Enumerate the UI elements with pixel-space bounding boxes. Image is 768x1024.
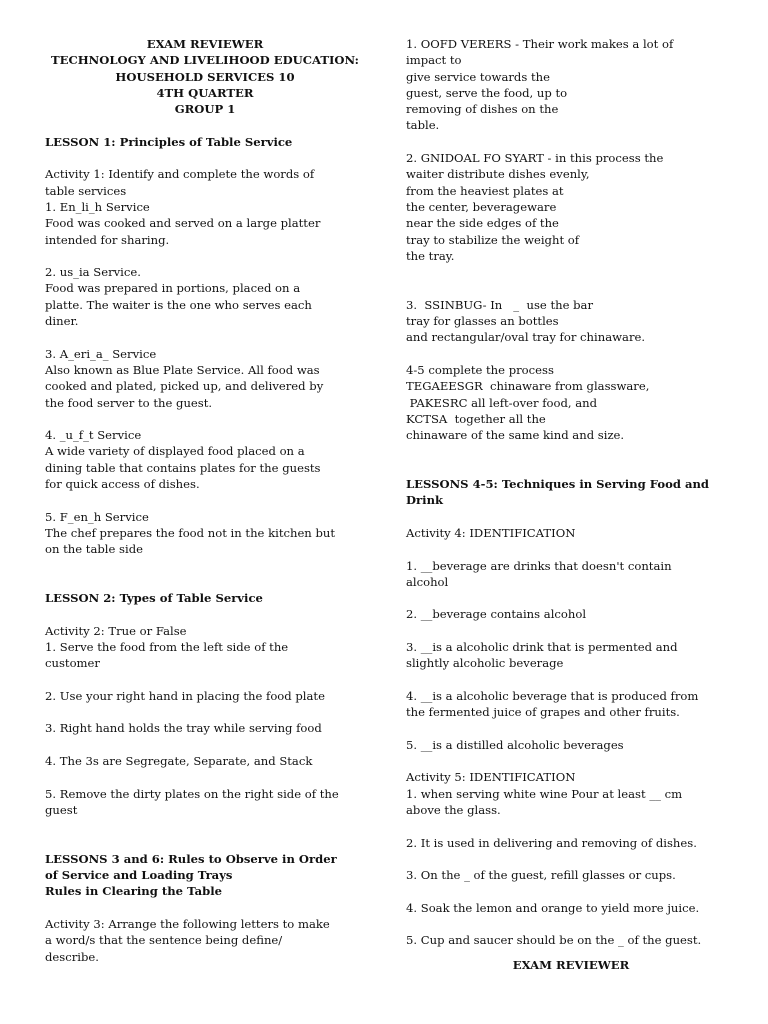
item-title: 1. En_li_h Service	[45, 199, 150, 214]
item-text: near the side edges of the	[406, 216, 559, 231]
lesson45-heading: Drink	[406, 493, 444, 508]
doc-title: EXAM REVIEWER	[146, 37, 264, 51]
item-text: guest, serve the food, up to	[406, 85, 568, 100]
lesson1-item	[45, 509, 365, 558]
act5-item	[406, 786, 736, 819]
lesson3-heading: Rules in Clearing the Table	[45, 884, 222, 899]
item-text: guest	[45, 802, 78, 817]
doc-group: GROUP 1	[174, 102, 236, 117]
lesson1-item	[45, 264, 365, 329]
item-text: from the heaviest plates at	[406, 183, 564, 198]
item-text: KCTSA together all the	[406, 411, 546, 426]
act4-item	[406, 639, 736, 672]
act3-item	[406, 36, 736, 134]
item-title: 5. F_en_h Service	[45, 509, 149, 524]
item-text: chinaware of the same kind and size.	[406, 428, 625, 443]
act3-item	[406, 150, 736, 264]
lesson1-item	[45, 427, 365, 492]
item-text: cooked and plated, picked up, and delivered by	[45, 379, 324, 394]
item-text: removing of dishes on the	[406, 102, 559, 117]
activity4-line: Activity 4: IDENTIFICATION	[406, 525, 576, 540]
activity1-line: table services	[45, 183, 127, 198]
tf-item	[45, 639, 365, 672]
lesson1-item	[45, 199, 365, 248]
item-text: 1. OOFD VERERS - Their work makes a lot of	[406, 37, 674, 51]
act3-item	[406, 362, 736, 443]
activity3-line: describe.	[45, 949, 99, 964]
lesson3-heading: LESSONS 3 and 6: Rules to Observe in Order	[45, 851, 337, 866]
act5-item: 2. It is used in delivering and removing of dishes.	[406, 835, 697, 850]
item-text: A wide variety of displayed food placed on a	[45, 444, 305, 459]
lesson1-heading: LESSON 1: Principles of Table Service	[45, 134, 293, 149]
doc-subject: TECHNOLOGY AND LIVELIHOOD EDUCATION:	[51, 53, 359, 68]
activity2-line: Activity 2: True or False	[45, 623, 187, 638]
act5-item: 4. Soak the lemon and orange to yield more juice.	[406, 900, 700, 915]
item-text: Also known as Blue Plate Service. All food was	[45, 362, 320, 377]
item-text: for quick access of dishes.	[45, 477, 200, 492]
item-text: 3. __is a alcoholic drink that is permented and	[406, 639, 678, 654]
item-text: on the table side	[45, 542, 143, 557]
left-column	[45, 36, 365, 965]
item-text: give service towards the	[406, 69, 550, 84]
item-title: 3. A_eri_a_ Service	[45, 346, 157, 361]
item-text: platte. The waiter is the one who serves each	[45, 297, 312, 312]
item-text: tray to stabilize the weight of	[406, 232, 580, 247]
item-title: 4. _u_f_t Service	[45, 428, 142, 443]
item-text: 2. GNIDOAL FO SYART - in this process the	[406, 151, 664, 166]
right-column	[406, 36, 736, 973]
item-text: impact to	[406, 53, 462, 68]
item-text: 1. when serving white wine Pour at least __ cm	[406, 786, 683, 801]
item-text: dining table that contains plates for the guests	[45, 460, 321, 475]
item-text: the center, beverageware	[406, 199, 557, 214]
item-text: waiter distribute dishes evenly,	[406, 167, 590, 182]
item-text: 4. __is a alcoholic beverage that is produced from	[406, 688, 699, 703]
item-text: Food was cooked and served on a large platter	[45, 216, 321, 231]
item-text: The chef prepares the food not in the kitchen but	[45, 525, 336, 540]
act4-item	[406, 688, 736, 721]
item-text: 1. Serve the food from the left side of the	[45, 639, 289, 654]
item-text: table.	[406, 118, 440, 133]
footer-title: EXAM REVIEWER	[512, 957, 630, 972]
tf-item: 2. Use your right hand in placing the food plate	[45, 688, 325, 703]
item-text: 3. SSINBUG- In _ use the bar	[406, 297, 593, 312]
item-text: the food server to the guest.	[45, 395, 213, 410]
act4-item	[406, 558, 736, 591]
item-text: diner.	[45, 314, 79, 329]
item-text: 5. Remove the dirty plates on the right side of the	[45, 786, 339, 801]
item-text: 4-5 complete the process	[406, 362, 554, 377]
lesson3-heading: of Service and Loading Trays	[45, 868, 233, 883]
item-text: Food was prepared in portions, placed on a	[45, 281, 301, 296]
lesson2-heading: LESSON 2: Types of Table Service	[45, 591, 263, 606]
lesson1-item	[45, 346, 365, 411]
item-text: the fermented juice of grapes and other fruits.	[406, 705, 680, 720]
item-title: 2. us_ia Service.	[45, 265, 141, 280]
item-text: above the glass.	[406, 802, 501, 817]
activity3-line: a word/s that the sentence being define/	[45, 933, 283, 948]
tf-item	[45, 786, 365, 819]
doc-quarter: 4TH QUARTER	[156, 85, 254, 100]
doc-course: HOUSEHOLD SERVICES 10	[115, 69, 295, 84]
act3-item	[406, 297, 736, 346]
act5-item: 5. Cup and saucer should be on the _ of the guest.	[406, 933, 702, 948]
activity1-line: Activity 1: Identify and complete the words of	[45, 167, 315, 182]
item-text: intended for sharing.	[45, 232, 170, 247]
tf-item: 3. Right hand holds the tray while serving food	[45, 721, 322, 736]
item-text: tray for glasses an bottles	[406, 314, 559, 329]
activity3-line: Activity 3: Arrange the following letters to make	[45, 917, 330, 932]
act5-item: 3. On the _ of the guest, refill glasses or cups.	[406, 868, 676, 883]
item-text: TEGAEESGR chinaware from glassware,	[406, 379, 650, 394]
item-text: alcohol	[406, 574, 449, 589]
item-text: and rectangular/oval tray for chinaware.	[406, 330, 646, 345]
activity5-line: Activity 5: IDENTIFICATION	[406, 770, 576, 785]
item-text: customer	[45, 656, 100, 671]
act4-item: 2. __beverage contains alcohol	[406, 607, 587, 622]
tf-item: 4. The 3s are Segregate, Separate, and Stack	[45, 754, 313, 769]
item-text: slightly alcoholic beverage	[406, 656, 564, 671]
item-text: 1. __beverage are drinks that doesn't contain	[406, 558, 672, 573]
act4-item: 5. __is a distilled alcoholic beverages	[406, 737, 624, 752]
lesson45-heading: LESSONS 4-5: Techniques in Serving Food and	[406, 477, 710, 492]
item-text: PAKESRC all left-over food, and	[406, 395, 598, 410]
item-text: the tray.	[406, 248, 455, 263]
